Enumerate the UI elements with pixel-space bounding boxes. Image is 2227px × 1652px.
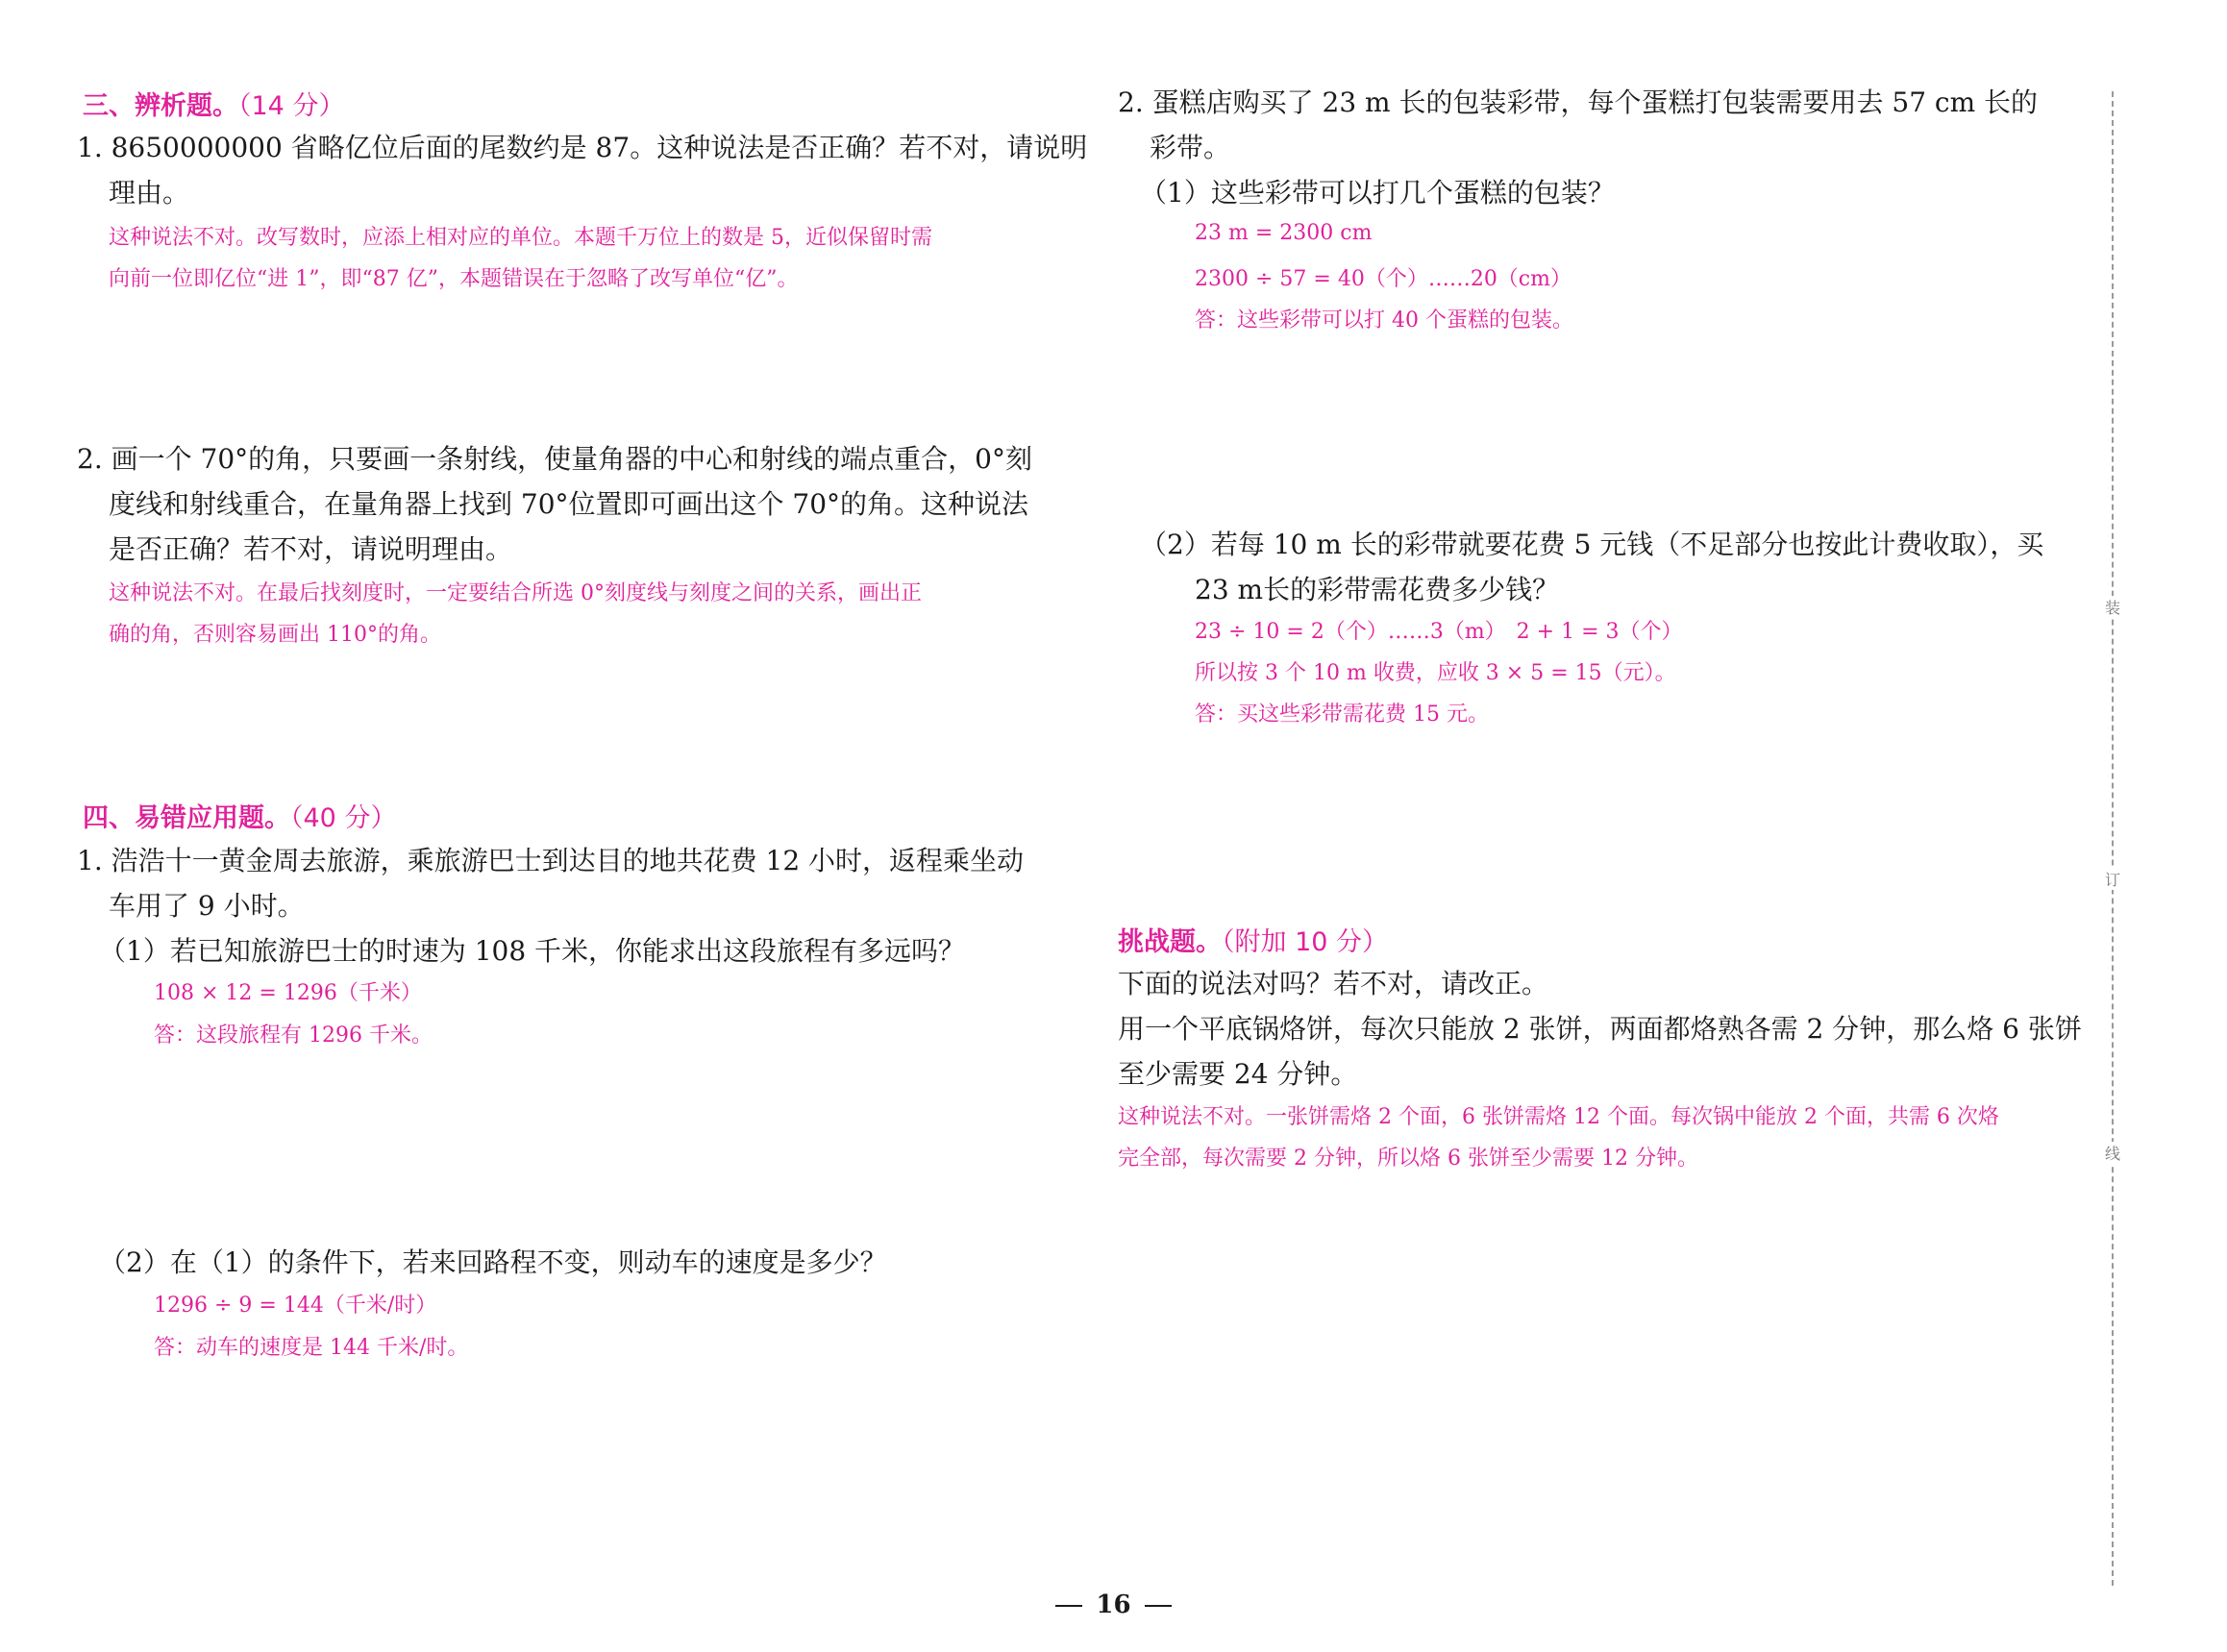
- s3-q1-line1: 1. 8650000000 省略亿位后面的尾数约是 87。这种说法是否正确？若不对，请说明: [77, 132, 1088, 163]
- challenge-answer-line2: 完全部，每次需要 2 分钟，所以烙 6 张饼至少需要 12 分钟。: [1118, 1147, 1698, 1171]
- r-q2-part2-answer: 答：买这些彩带需花费 15 元。: [1195, 703, 1489, 727]
- s4-q1-line2: 车用了 9 小时。: [109, 890, 305, 922]
- section-4-title: 四、易错应用题。: [83, 803, 290, 833]
- s3-q2-line3: 是否正确？若不对，请说明理由。: [109, 533, 513, 565]
- s3-q1-answer-line2: 向前一位即亿位“进 1”，即“87 亿”，本题错误在于忽略了改写单位“亿”。: [109, 267, 799, 291]
- s4-q1-part1-answer: 答：这段旅程有 1296 千米。: [154, 1023, 433, 1048]
- r-q2-line2: 彩带。: [1150, 132, 1231, 163]
- s4-q1-part2-answer: 答：动车的速度是 144 千米/时。: [154, 1336, 469, 1360]
- s4-q1-part1-question: （1）若已知旅游巴士的时速为 108 千米，你能求出这段旅程有多远吗？: [99, 935, 966, 967]
- s4-q1-part2-question: （2）在（1）的条件下，若来回路程不变，则动车的速度是多少？: [99, 1246, 887, 1278]
- r-q2-part1-calc1: 23 m = 2300 cm: [1195, 221, 1373, 245]
- r-q2-part1-calc2: 2300 ÷ 57 = 40（个）……20（cm）: [1195, 267, 1571, 291]
- challenge-line1: 下面的说法对吗？若不对，请改正。: [1118, 968, 1549, 999]
- r-q2-line1: 2. 蛋糕店购买了 23 m 长的包装彩带，每个蛋糕打包装需要用去 57 cm 长的: [1118, 86, 2039, 118]
- s3-q2-answer-line2: 确的角，否则容易画出 110°的角。: [109, 623, 441, 647]
- r-q2-part1-answer: 答：这些彩带可以打 40 个蛋糕的包装。: [1195, 308, 1573, 333]
- challenge-answer-line1: 这种说法不对。一张饼需烙 2 个面，6 张饼需烙 12 个面。每次锅中能放 2 个面，共需 6 次烙: [1118, 1105, 1999, 1129]
- page-number: 16: [1096, 1590, 1131, 1619]
- challenge-line2: 用一个平底锅烙饼，每次只能放 2 张饼，两面都烙熟各需 2 分钟，那么烙 6 张饼: [1118, 1013, 2082, 1045]
- challenge-line3: 至少需要 24 分钟。: [1118, 1058, 1358, 1090]
- s3-q2-line2: 度线和射线重合，在量角器上找到 70°位置即可画出这个 70°的角。这种说法: [109, 488, 1029, 520]
- r-q2-part1-question: （1）这些彩带可以打几个蛋糕的包装？: [1140, 177, 1615, 209]
- r-q2-part2-calc1: 23 ÷ 10 = 2（个）……3（m） 2 + 1 = 3（个）: [1195, 620, 1683, 644]
- section-4-heading: [83, 797, 396, 834]
- s4-q1-line1: 1. 浩浩十一黄金周去旅游，乘旅游巴士到达目的地共花费 12 小时，返程乘坐动: [77, 845, 1025, 876]
- page-number-footer: [0, 1590, 2227, 1619]
- r-q2-part2-calc2: 所以按 3 个 10 m 收费，应收 3 × 5 = 15（元）。: [1195, 661, 1676, 685]
- r-q2-part2-line1: （2）若每 10 m 长的彩带就要花费 5 元钱（不足部分也按此计费收取），买: [1140, 529, 2044, 560]
- binding-char-zhuang: 装: [2101, 596, 2124, 618]
- binding-char-xian: 线: [2101, 1142, 2124, 1164]
- binding-dashed-line: [2112, 91, 2114, 1586]
- section-3-heading: [83, 85, 344, 122]
- r-q2-part2-line2: 23 m长的彩带需花费多少钱？: [1195, 574, 1560, 605]
- s4-q1-part2-calc: 1296 ÷ 9 = 144（千米/时）: [154, 1294, 437, 1318]
- s3-q2-line1: 2. 画一个 70°的角，只要画一条射线，使量角器的中心和射线的端点重合，0°刻: [77, 443, 1032, 475]
- s3-q2-answer-line1: 这种说法不对。在最后找刻度时，一定要结合所选 0°刻度线与刻度之间的关系，画出正: [109, 581, 922, 605]
- s3-q1-answer-line1: 这种说法不对。改写数时，应添上相对应的单位。本题千万位上的数是 5，近似保留时需: [109, 226, 932, 250]
- page-number-dash-left: [1055, 1605, 1082, 1607]
- binding-char-ding: 订: [2101, 868, 2124, 890]
- challenge-points: （附加 10 分）: [1222, 927, 1389, 957]
- section-3-title: 三、辨析题。: [83, 91, 238, 121]
- challenge-title: 挑战题。: [1118, 927, 1222, 957]
- section-3-points: （14 分）: [238, 91, 345, 121]
- challenge-heading: [1118, 921, 1388, 958]
- s4-q1-part1-calc: 108 × 12 = 1296（千米）: [154, 981, 422, 1005]
- page-number-dash-right: [1145, 1605, 1172, 1607]
- s3-q1-line2: 理由。: [109, 177, 190, 209]
- section-4-points: （40 分）: [290, 803, 397, 833]
